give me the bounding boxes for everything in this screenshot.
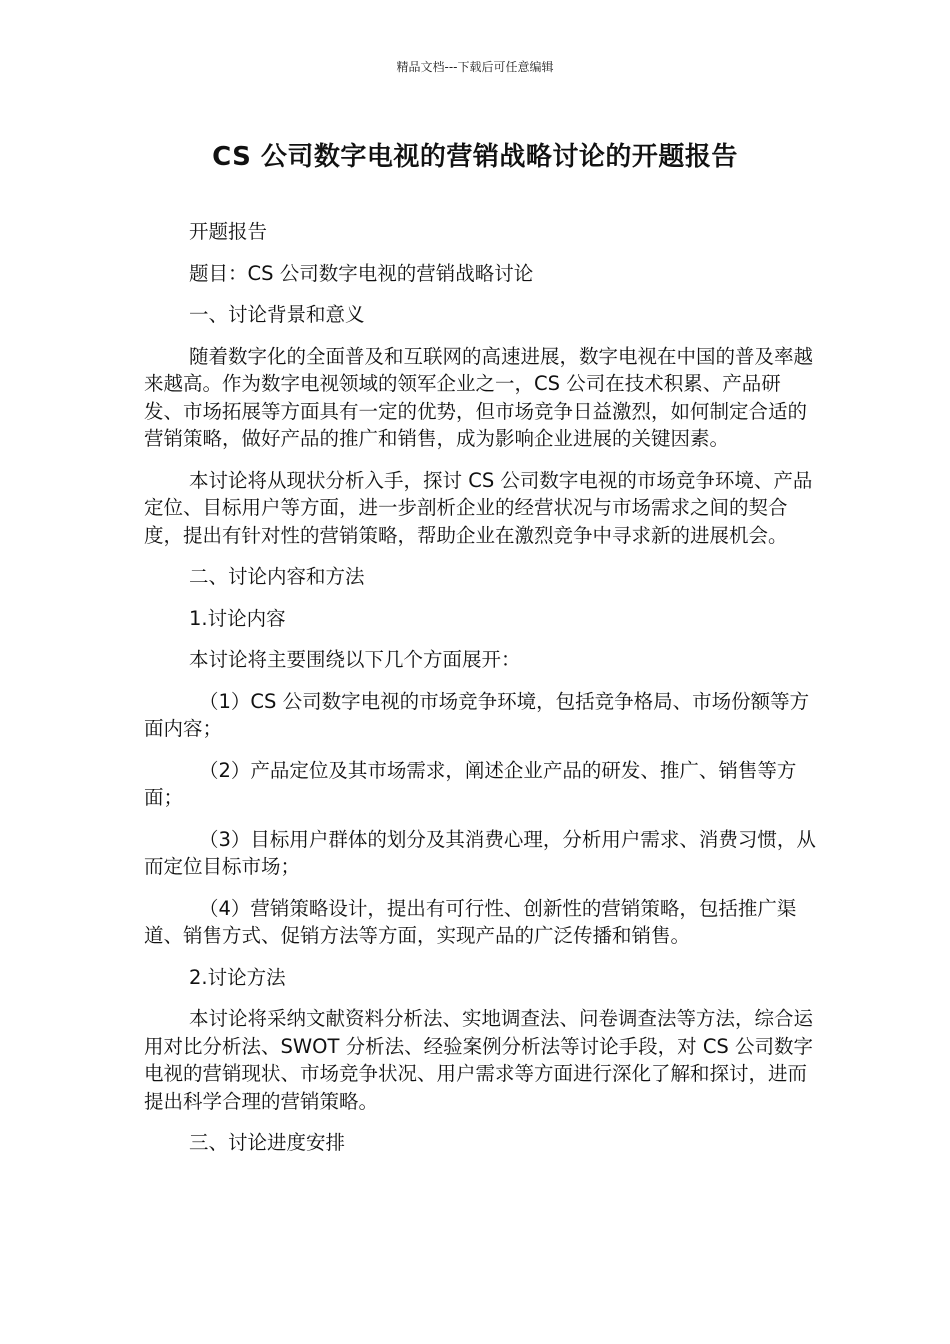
report-label: 开题报告 [189,220,268,243]
section-heading-schedule: 三、讨论进度安排 [189,1131,346,1154]
list-item: （2）产品定位及其市场需求，阐述企业产品的研发、推广、销售等方面； [144,758,797,809]
paragraph-research-aim: 本讨论将从现状分析入手，探讨 CS 公司数字电视的市场竞争环境、产品定位、目标用户等方面，进一步剖析企业的经营状况与市场需求之间的契合度，提出有针对性的营销策略，帮助企业在激烈竞争中寻求新的进展机会。 [144,468,813,547]
section-heading-content-method: 二、讨论内容和方法 [189,565,365,588]
list-item: （3）目标用户群体的划分及其消费心理，分析用户需求、消费习惯，从而定位目标市场； [144,827,816,878]
subheading-method: 2.讨论方法 [189,965,286,989]
subheading-content: 1.讨论内容 [189,606,286,630]
paragraph-content-intro: 本讨论将主要围绕以下几个方面展开： [189,648,521,671]
document-body [144,218,816,1171]
list-item: （4）营销策略设计，提出有可行性、创新性的营销策略，包括推广渠道、销售方式、促销方法等方面，实现产品的广泛传播和销售。 [144,896,797,947]
document-title: CS 公司数字电视的营销战略讨论的开题报告 [212,142,738,172]
paragraph-method: 本讨论将采纳文献资料分析法、实地调查法、问卷调查法等方法，综合运用对比分析法、SWOT 分析法、经验案例分析法等讨论手段，对 CS 公司数字电视的营销现状、市场竞争状况、用户需求等方面进行深化了解和探讨，进而提出科学合理的营销策略。 [144,1007,814,1113]
paragraph-background: 随着数字化的全面普及和互联网的高速进展，数字电视在中国的普及率越来越高。作为数字电视领域的领军企业之一，CS 公司在技术积累、产品研发、市场拓展等方面具有一定的优势，但市场竞争日益激烈，如何制定合适的营销策略，做好产品的推广和销售，成为影响企业进展的关键因素。 [144,344,814,450]
list-item: （1）CS 公司数字电视的市场竞争环境，包括竞争格局、市场份额等方面内容； [144,689,810,740]
section-heading-background: 一、讨论背景和意义 [189,303,365,326]
header-note: 精品文档---下载后可任意编辑 [396,60,554,74]
topic-line: 题目：CS 公司数字电视的营销战略讨论 [189,261,534,285]
